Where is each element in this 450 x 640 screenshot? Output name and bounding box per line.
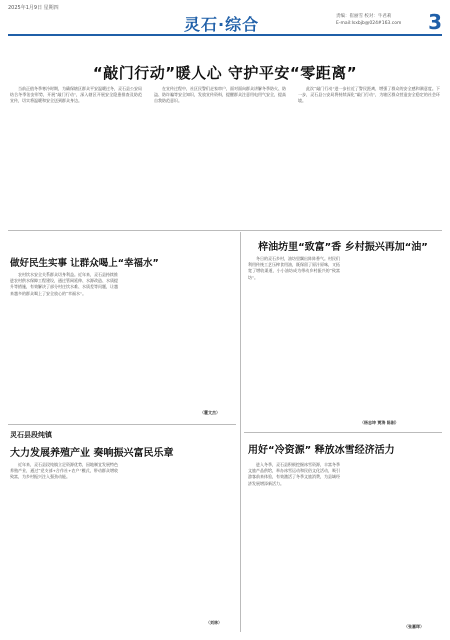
story-d-text: 进入冬季，灵石县积极挖掘冰雪资源，丰富冬季文旅产品供给，举办冰雪运动和民俗文化活动，吸引游客前来体验，有效激活了冬季文旅消费，为县域经济发展增添新活力。 — [248, 462, 340, 486]
divider-c — [244, 432, 442, 433]
email-line: E-mail:lsxbjb@024#163.com — [336, 21, 402, 26]
main-story-text-1: 当前正值冬季寒冷时期，为确保辖区群众平安温暖过冬，灵石县公安局结合冬季治安形势，开展“敲门行动”，深入辖区开展安全隐患排查及防范宣传，切实将温暖和安全送到群众身边。 — [10, 86, 142, 104]
story-b-col1 — [10, 462, 118, 632]
divider-main — [8, 230, 442, 231]
story-c-headline: 梓油坊里“致富”香 乡村振兴再加“油” — [258, 242, 428, 253]
main-story-text-2: 在宣传过程中，社区民警们走家串户，面对面向群众讲解冬季防火、防盗、防诈骗等安全知识，发放宣传资料，提醒群众注意用电用气安全，提高自我防范意识。 — [154, 86, 286, 104]
main-story-col2 — [154, 86, 286, 226]
story-c-author: （杨志坤 贾涛 陈刚） — [360, 420, 399, 425]
story-a-author: （霍文杰） — [200, 410, 220, 415]
section-title: 灵石·综合 — [184, 15, 260, 34]
story-b-headline: 大力发展养殖产业 奏响振兴富民乐章 — [10, 448, 174, 459]
page-number: 3 — [428, 10, 442, 34]
main-story-col3 — [298, 86, 440, 226]
story-c-text: 冬日的灵石乡村，油坊里飘出阵阵香气。村民们利用传统工艺压榨食用油，既保留了原汁原味，又拓宽了增收渠道，小小油坊成为带动乡村振兴的“致富坊”。 — [248, 256, 340, 280]
main-story-text-3: 此次“敲门行动”进一步拉近了警民距离，增强了群众的安全感和满意度。下一步，灵石县公安局将持续深化“敲门行动”，为辖区群众营造安全稳定的社会环境。 — [298, 86, 440, 104]
story-b-text: 近年来，灵石县段纯镇立足资源优势，因地制宜发展特色养殖产业，通过“党支部+合作社+农户”模式，带动群众增收致富，为乡村振兴注入强劲动能。 — [10, 462, 118, 480]
story-c-col1 — [248, 256, 340, 426]
divider-a — [8, 424, 236, 425]
main-story-col1 — [10, 86, 142, 226]
divider-vertical — [240, 232, 241, 632]
masthead — [8, 10, 442, 36]
story-a-headline: 做好民生实事 让群众喝上“幸福水” — [10, 258, 159, 269]
story-a-text: 农村饮水安全关系群众切身利益。近年来，灵石县持续推进农村供水保障工程建设，通过管网延伸、水源改造、水质提升等措施，有效解决了部分村庄饮水难、水质差等问题，让越来越多的群众喝上了安全放心的“幸福水”。 — [10, 272, 118, 296]
editor-contact — [336, 13, 424, 27]
story-d-author: （张嘉珲） — [404, 624, 424, 629]
story-b-kicker: 灵石县段纯镇 — [10, 431, 52, 439]
main-headline: “敲门行动”暖人心 守护平安“零距离” — [92, 64, 358, 82]
story-d-col1 — [248, 462, 340, 632]
issue-date: 2025年1月9日 星期四 — [8, 5, 59, 11]
story-a-col1 — [10, 272, 118, 422]
editor-line: 责编：崔丽雪 校对：牛君莉 — [336, 14, 392, 19]
story-d-headline: 用好“冷资源” 释放冰雪经济活力 — [248, 445, 395, 456]
story-b-author: （刘林） — [206, 620, 222, 625]
